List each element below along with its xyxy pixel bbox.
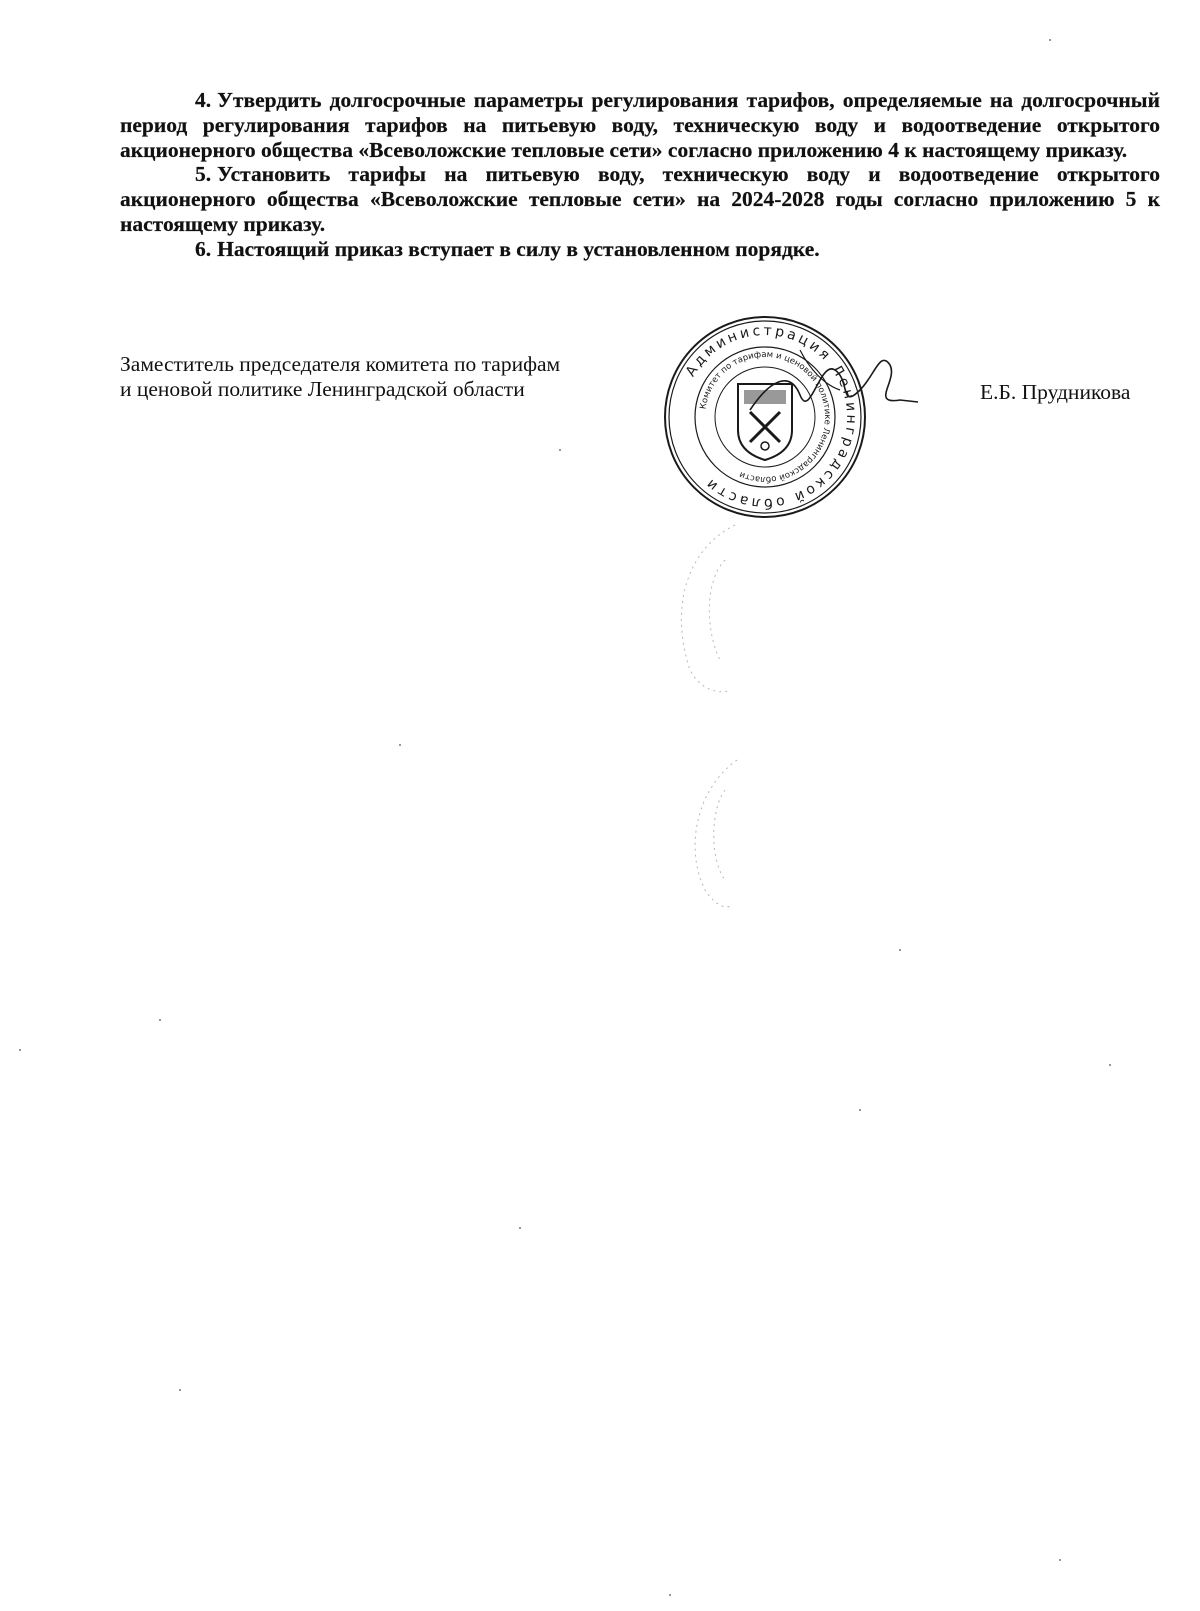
position-line: Заместитель председателя комитета по тарифам	[120, 352, 561, 376]
stamp-bleed-through	[665, 520, 765, 940]
paragraph-text: Утвердить долгосрочные параметры регулирования тарифов, определяемые на долгосрочный период регулирования тарифов на питьевую воду, техническую воду и водоотведение открытого акционерного общества «Всеволожские тепловые сети» согласно приложению 4 к настоящему приказу.	[120, 88, 1160, 162]
paragraph-6	[120, 237, 1160, 262]
signer-name: Е.Б. Прудникова	[980, 380, 1131, 404]
handwritten-signature	[740, 340, 920, 440]
order-body	[120, 88, 1160, 262]
paragraph-text: Установить тарифы на питьевую воду, техническую воду и водоотведение открытого акционерного общества «Всеволожские тепловые сети» на 2024-2028 годы согласно приложению 5 к настоящему приказу.	[120, 162, 1160, 236]
paragraph-number: 4.	[195, 88, 212, 112]
signer-position	[120, 352, 560, 402]
paragraph-number: 5.	[195, 162, 212, 187]
position-line: и ценовой политике Ленинградской области	[120, 377, 525, 401]
paragraph-text: Настоящий приказ вступает в силу в установленном порядке.	[217, 236, 820, 261]
seal-inner-text: Комитет по тарифам и ценовой политике Ленинградской области	[698, 349, 833, 485]
seal-outer-text: Администрация Ленинградской области	[682, 322, 860, 512]
paragraph-5	[120, 162, 1160, 236]
paragraph-4	[120, 88, 1160, 162]
paragraph-number: 6.	[195, 236, 212, 261]
